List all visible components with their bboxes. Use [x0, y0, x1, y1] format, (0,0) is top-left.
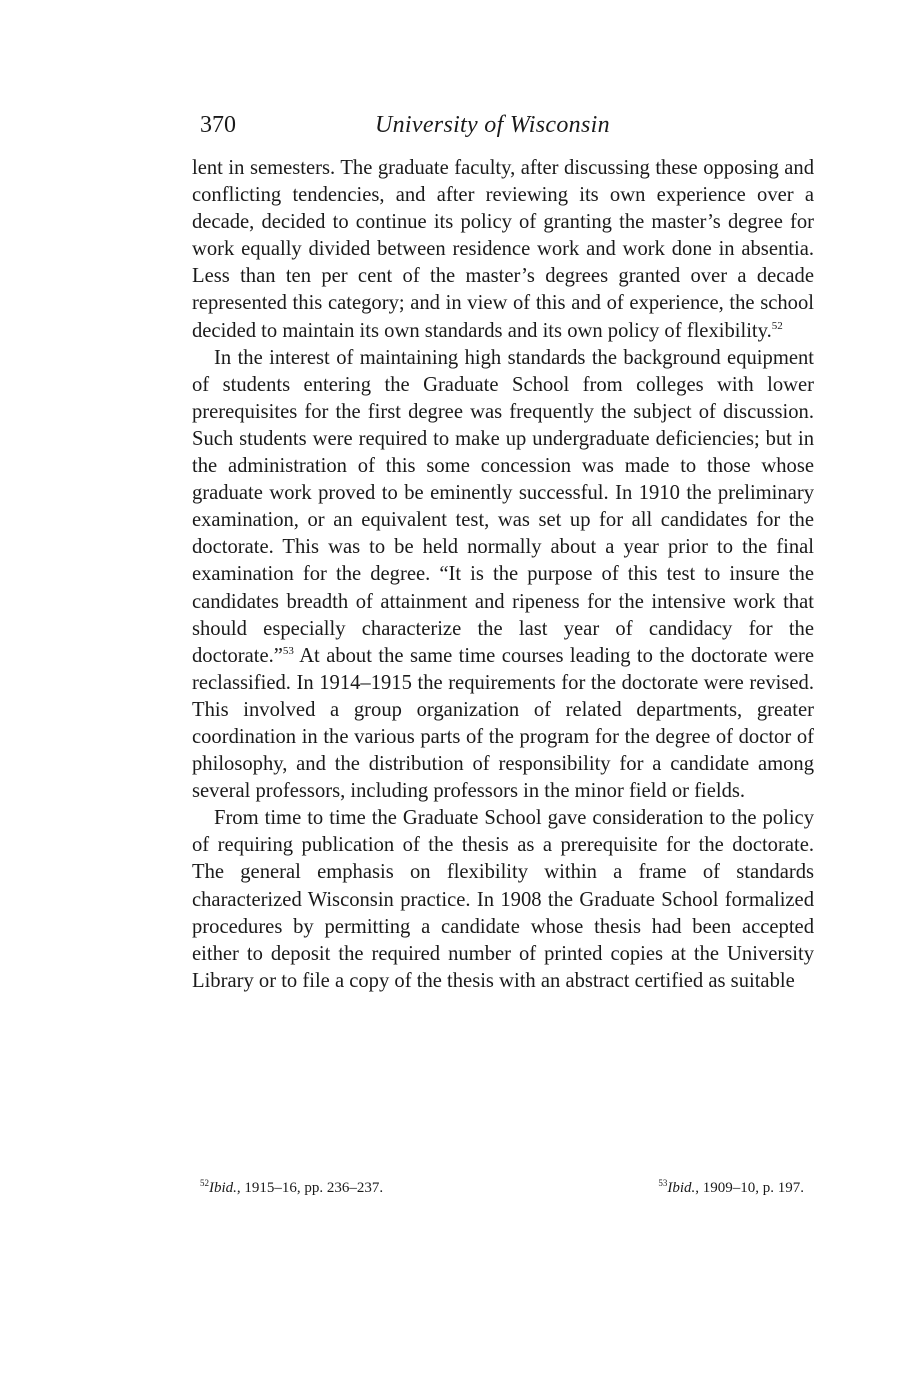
paragraph-1-text: lent in semesters. The graduate faculty, after discussing these opposing and conflicting tendencies, and after reviewing its own experience over a decade, decided to continue its policy of granting the master’s degree for work equally divided between residence work and work done in absentia. Less than ten per cent of the master’s degrees granted over a decade represented this category; and in view of this and of experience, the school decided to maintain its own standards and its own policy of flexibility.	[192, 157, 814, 342]
footnote-ref-52: 52	[771, 319, 783, 332]
footnote-ref-53: 53	[282, 644, 294, 657]
footnote-52-source: Ibid.	[209, 1180, 237, 1196]
footnote-53	[658, 1180, 804, 1197]
paragraph-1	[192, 155, 814, 345]
paragraph-2-text-b: At about the same time courses leading to the doctorate were reclassified. In 1914–1915 the requirements for the doctorate were revised. This involved a group organization of related departments, greater coordination in the various parts of the program for the degree of doctor of philosophy, and the distribution of responsibility for a candidate among several professors, including professors in the minor field or fields.	[192, 644, 814, 803]
page-number: 370	[200, 112, 236, 138]
paragraph-2-text-a: In the interest of maintaining high standards the background equipment of students entering the Graduate School from colleges with lower prerequisites for the first degree was frequently the subject of discussion. Such students were required to make up undergraduate deficiencies; but in the administration of this some concession was made to those whose graduate work proved to be eminently successful. In 1910 the preliminary examination, or an equivalent test, was set up for all candidates for the doctorate. This was to be held normally about a year prior to the final examination for the degree. “It is the purpose of this test to insure the candidates breadth of attainment and ripeness for the intensive work that should especially characterize the last year of candidacy for the doctorate.”	[192, 346, 814, 667]
paragraph-3-text: From time to time the Graduate School gave consideration to the policy of requiring publication of the thesis as a prerequisite for the doctorate. The general emphasis on flexibility within a frame of standards characterized Wisconsin practice. In 1908 the Graduate School formalized procedures by permitting a candidate whose thesis had been accepted either to deposit the required number of printed copies at the University Library or to file a copy of the thesis with an abstract certified as suitable	[192, 807, 814, 992]
paragraph-3	[192, 805, 814, 995]
footnote-53-source: Ibid.	[667, 1180, 696, 1196]
page-header	[200, 112, 820, 146]
footnotes	[200, 1180, 812, 1206]
footnote-52-number: 52	[200, 1178, 209, 1188]
body-text	[192, 155, 814, 995]
footnote-53-number: 53	[658, 1178, 668, 1188]
running-head: University of Wisconsin	[375, 112, 610, 138]
footnote-53-text: , 1909–10, p. 197.	[695, 1180, 804, 1196]
footnote-52-text: , 1915–16, pp. 236–237.	[236, 1180, 384, 1196]
footnote-52	[200, 1180, 383, 1197]
paragraph-2	[192, 345, 814, 806]
